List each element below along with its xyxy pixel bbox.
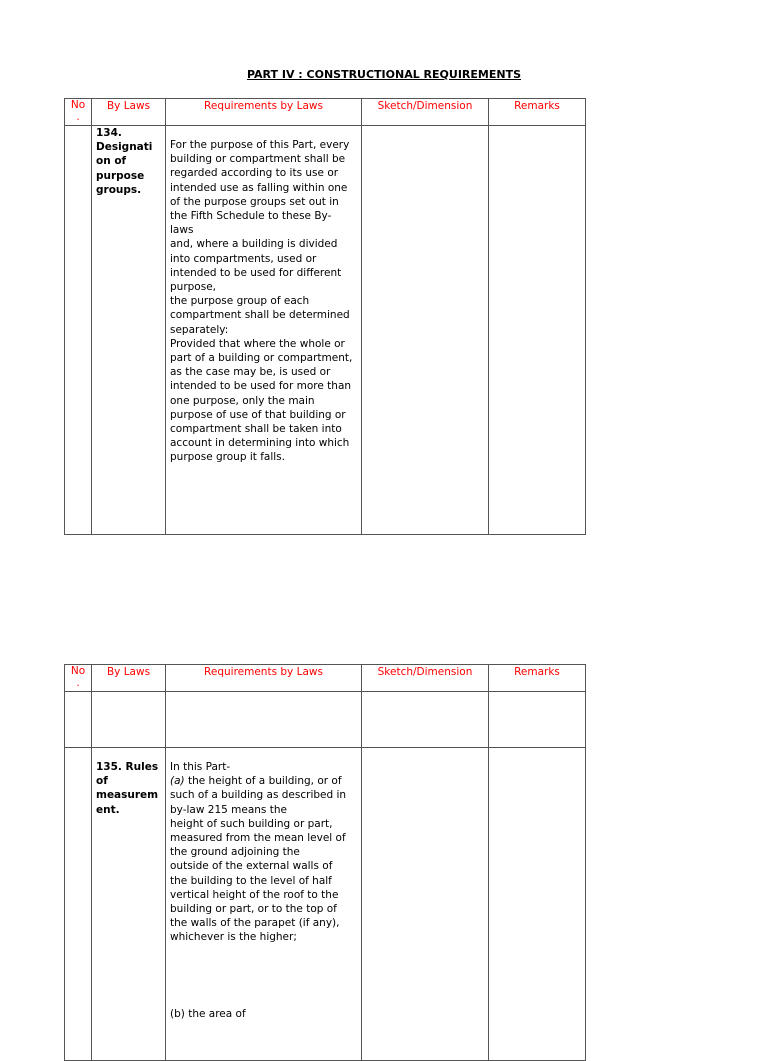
text-line: measured from the mean level of: [170, 832, 346, 845]
text-line: the building to the level of half: [170, 874, 332, 887]
text-line: (b) the area of: [170, 1007, 246, 1020]
text-line: the Fifth Schedule to these By-: [170, 210, 332, 223]
text-line: intended use as falling within one: [170, 181, 348, 194]
sketch-cell: [362, 748, 489, 1061]
text-line: compartment shall be taken into: [170, 423, 342, 436]
no-cell: [65, 126, 92, 535]
header-by-laws: By Laws: [92, 665, 166, 692]
header-requirements: Requirements by Laws: [166, 99, 362, 126]
text-line: by-law 215 means the: [170, 803, 287, 816]
remarks-cell: [489, 748, 586, 1061]
table-row: [65, 692, 586, 748]
text-line: of the purpose groups set out in: [170, 195, 339, 208]
requirements-text: [166, 126, 362, 535]
empty-cell: [362, 692, 489, 748]
header-requirements: Requirements by Laws: [166, 665, 362, 692]
requirements-table-135: [64, 664, 586, 1061]
requirements-text: [166, 748, 362, 1061]
empty-cell: [92, 692, 166, 748]
header-remarks: Remarks: [489, 665, 586, 692]
no-cell: [65, 748, 92, 1061]
header-sketch: Sketch/Dimension: [362, 665, 489, 692]
requirements-table-134: [64, 98, 586, 535]
text-line: (a) the height of a building, or of: [170, 775, 342, 788]
text-line: part of a building or compartment,: [170, 352, 353, 365]
item-marker: (a): [170, 775, 185, 788]
empty-cell: [489, 692, 586, 748]
text-line: purpose group it falls.: [170, 451, 285, 464]
page-title: PART IV : CONSTRUCTIONAL REQUIREMENTS: [246, 68, 521, 81]
text-line: laws: [170, 224, 194, 237]
text-line: compartment shall be determined: [170, 309, 350, 322]
text-line: building or part, or to the top of: [170, 903, 337, 916]
text-line: For the purpose of this Part, every: [170, 139, 350, 151]
header-sketch: Sketch/Dimension: [362, 99, 489, 126]
sketch-cell: [362, 126, 489, 535]
text-line: regarded according to its use or: [170, 167, 339, 180]
text-line: Provided that where the whole or: [170, 337, 345, 350]
text-line: the purpose group of each: [170, 295, 310, 308]
text-line: building or compartment shall be: [170, 153, 346, 166]
header-no: No .: [65, 665, 92, 692]
text-line: such of a building as described in: [170, 789, 347, 802]
header-no: No .: [65, 99, 92, 126]
text-line: vertical height of the roof to the: [170, 888, 339, 901]
by-law-title: 135. Rules of measurem ent.: [92, 748, 166, 1061]
text-line: whichever is the higher;: [170, 931, 297, 944]
text-line: account in determining into which: [170, 437, 350, 450]
table-row: [65, 748, 586, 1061]
text-line: purpose,: [170, 281, 216, 294]
text-line: In this Part-: [170, 761, 231, 773]
text-line: as the case may be, is used or: [170, 366, 331, 379]
header-remarks: Remarks: [489, 99, 586, 126]
text-line: one purpose, only the main: [170, 394, 315, 407]
header-by-laws: By Laws: [92, 99, 166, 126]
table-header-row: [65, 665, 586, 692]
text-line: into compartments, used or: [170, 252, 317, 265]
empty-cell: [65, 692, 92, 748]
empty-cell: [166, 692, 362, 748]
text-line: and, where a building is divided: [170, 238, 338, 251]
table-row: [65, 126, 586, 535]
by-law-title: 134. Designati on of purpose groups.: [92, 126, 166, 535]
text-line: height of such building or part,: [170, 817, 333, 830]
text-line: outside of the external walls of: [170, 860, 333, 873]
table-header-row: [65, 99, 586, 126]
text-line: purpose of use of that building or: [170, 408, 346, 421]
text-line: intended to be used for more than: [170, 380, 352, 393]
text-line: the ground adjoining the: [170, 846, 300, 859]
text-line: the walls of the parapet (if any),: [170, 917, 340, 930]
remarks-cell: [489, 126, 586, 535]
text-line: intended to be used for different: [170, 266, 342, 279]
text-line: separately:: [170, 323, 229, 336]
